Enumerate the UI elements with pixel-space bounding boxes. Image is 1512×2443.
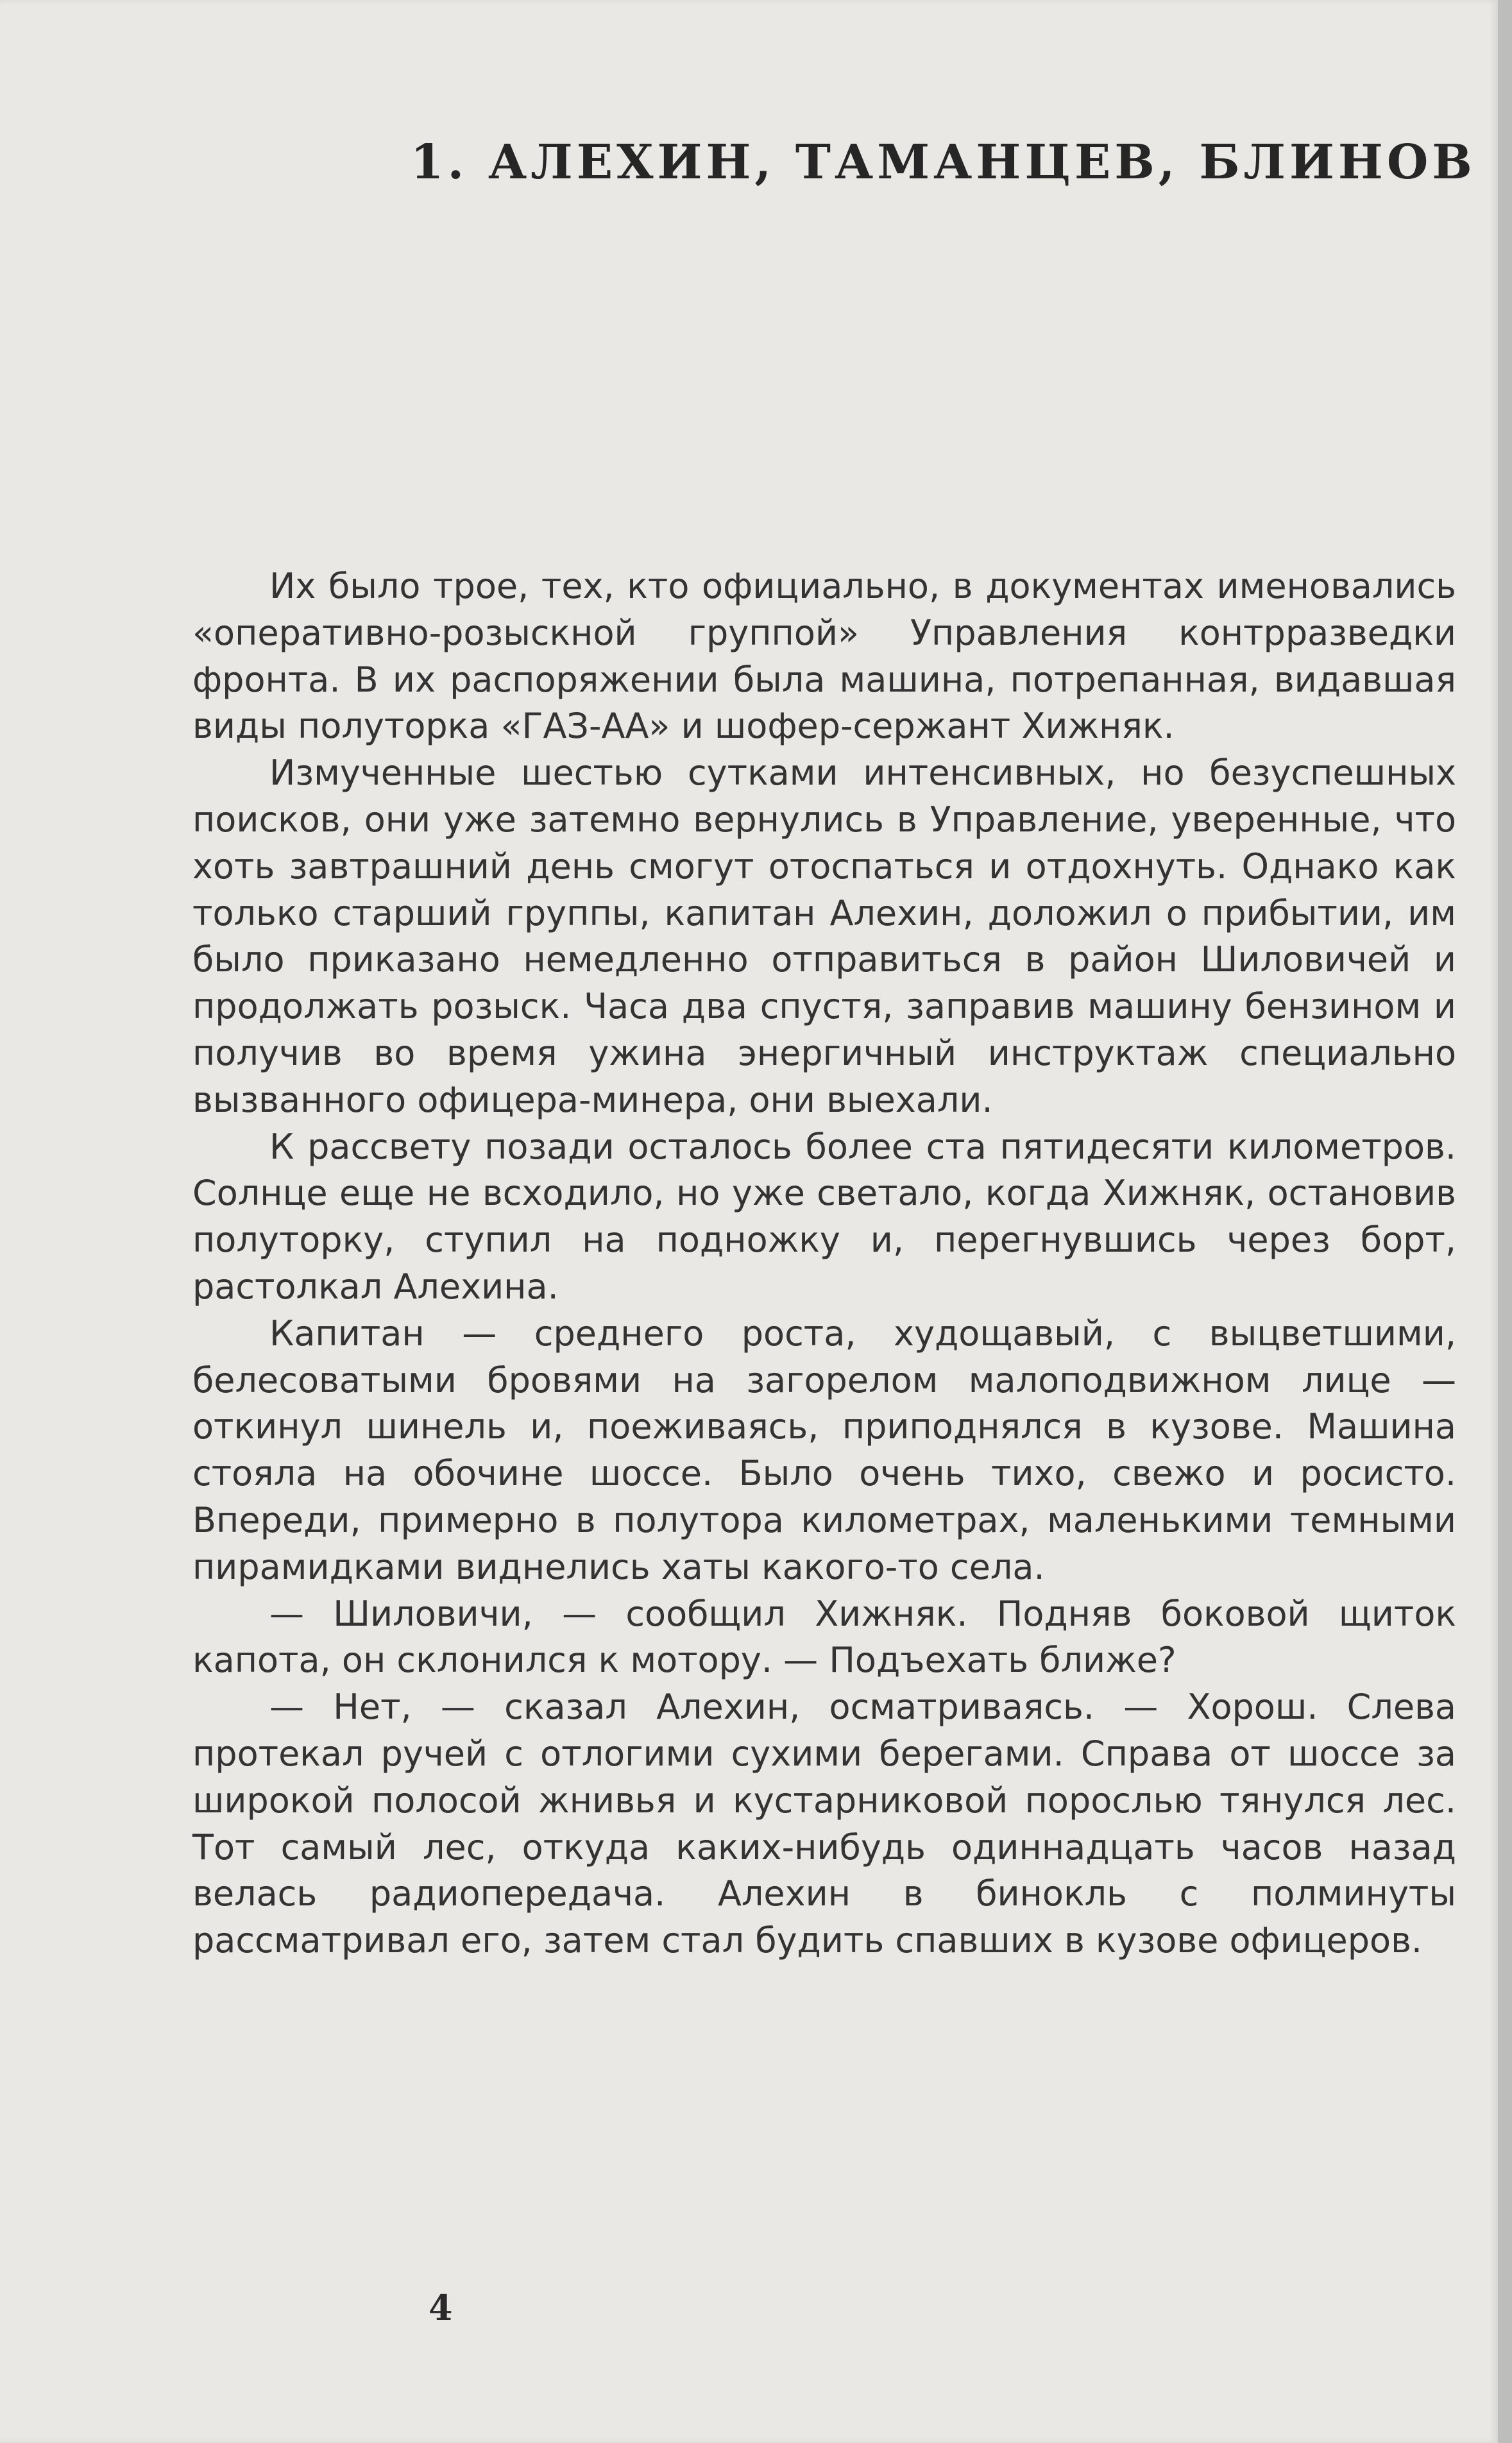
paragraph: — Нет, — сказал Алехин, осматриваясь. — Хорош. Слева протекал ручей с отлогими сухими берегами. Справа от шоссе за широкой полосой жнивья и кустарниковой порослью тянулся лес. Тот самый лес, откуда каких-нибудь одиннадцать часов назад велась радиопередача. Алехин в бинокль с полминуты рассматривал его, затем стал будить спавших в кузове офицеров. — [192, 1687, 1456, 1961]
page-number: 4 — [429, 2287, 453, 2328]
paragraph: Их было трое, тех, кто официально, в документах именовались «оперативно-розыскной группой» Управления контрразведки фронта. В их распоряжении была машина, потрепанная, видавшая виды полуторка «ГАЗ-АА» и шофер-сержант Хижняк. — [192, 566, 1456, 747]
page-edge — [1498, 0, 1512, 2443]
chapter-title: 1. АЛЕХИН, ТАМАНЦЕВ, БЛИНОВ — [411, 135, 1476, 190]
chapter-body — [192, 563, 1456, 1964]
paragraph: Капитан — среднего роста, худощавый, с выцветшими, белесоватыми бровями на загорелом малоподвижном лице — откинул шинель и, поеживаясь, приподнялся в кузове. Машина стояла на обочине шоссе. Было очень тихо, свежо и росисто. Впереди, примерно в полутора километрах, маленькими темными пирамидками виднелись хаты какого-то села. — [192, 1313, 1456, 1587]
paragraph: Измученные шестью сутками интенсивных, но безуспешных поисков, они уже затемно вернулись в Управление, уверенные, что хоть завтрашний день смогут отоспаться и отдохнуть. Однако как только старший группы, капитан Алехин, доложил о прибытии, им было приказано немедленно отправиться в район Шиловичей и продолжать розыск. Часа два спустя, заправив машину бензином и получив во время ужина энергичный инструктаж специально вызванного офицера-минера, они выехали. — [192, 753, 1456, 1120]
paragraph: К рассвету позади осталось более ста пятидесяти километров. Солнце еще не всходило, но уже светало, когда Хижняк, остановив полуторку, ступил на подножку и, перегнувшись через борт, растолкал Алехина. — [192, 1126, 1456, 1307]
paragraph: — Шиловичи, — сообщил Хижняк. Подняв боковой щиток капота, он склонился к мотору. — Подъехать ближе? — [192, 1593, 1456, 1681]
